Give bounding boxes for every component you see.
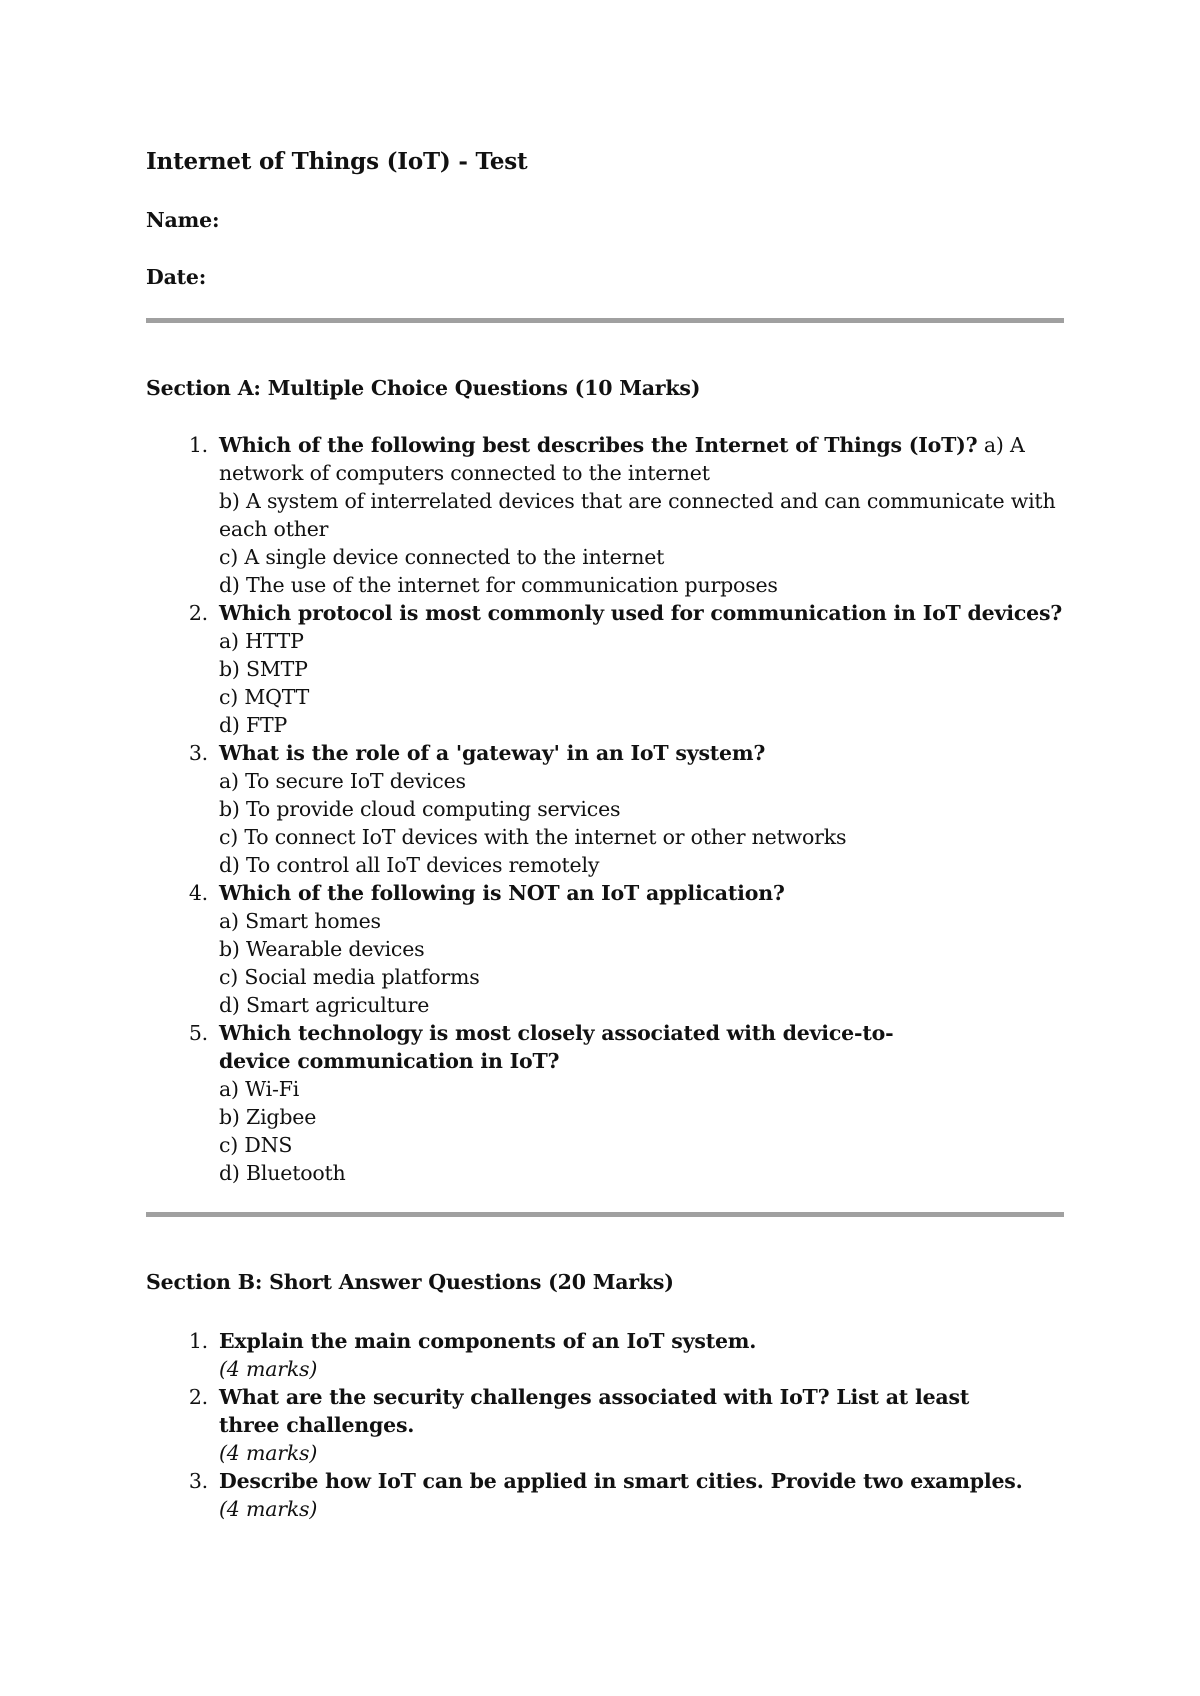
question-number: 1. xyxy=(188,433,208,457)
question-text: Which protocol is most commonly used for communication in IoT devices? xyxy=(219,601,1063,625)
short-answer-question-1 xyxy=(146,1327,1064,1383)
option-b: b) Wearable devices xyxy=(219,937,425,961)
mcq-question-4 xyxy=(146,879,1064,1019)
divider-top xyxy=(146,318,1064,323)
question-text: Describe how IoT can be applied in smart cities. Provide two examples. xyxy=(219,1469,1023,1493)
option-b: b) A system of interrelated devices that are connected and can communicate with each other xyxy=(219,489,1056,541)
option-a: a) A network of computers connected to the internet xyxy=(219,433,1025,485)
question-number: 2. xyxy=(188,601,208,625)
mcq-question-1 xyxy=(146,431,1064,599)
option-c: c) DNS xyxy=(219,1133,293,1157)
question-text: What are the security challenges associated with IoT? List at least three challenges. xyxy=(219,1385,970,1437)
section-a-question-list xyxy=(146,431,1064,1187)
section-b-title: Section B: Short Answer Questions (20 Marks) xyxy=(146,1270,674,1294)
mcq-question-3 xyxy=(146,739,1064,879)
question-text: Explain the main components of an IoT system. xyxy=(219,1329,757,1353)
marks-label: (4 marks) xyxy=(219,1441,318,1465)
option-c: c) Social media platforms xyxy=(219,965,480,989)
option-d: d) The use of the internet for communication purposes xyxy=(219,573,778,597)
name-label: Name: xyxy=(146,208,220,232)
date-label: Date: xyxy=(146,265,207,289)
option-a: a) HTTP xyxy=(219,629,304,653)
option-b: b) SMTP xyxy=(219,657,308,681)
question-text: What is the role of a 'gateway' in an IoT system? xyxy=(219,741,766,765)
marks-label: (4 marks) xyxy=(219,1497,318,1521)
question-number: 5. xyxy=(188,1021,208,1045)
question-number: 3. xyxy=(188,1469,208,1493)
question-text: Which technology is most closely associated with device-to-device communication in IoT? xyxy=(219,1021,894,1073)
divider-middle xyxy=(146,1212,1064,1217)
short-answer-question-3 xyxy=(146,1467,1064,1523)
short-answer-question-2 xyxy=(146,1383,1064,1467)
question-text: Which of the following best describes the Internet of Things (IoT)? xyxy=(219,433,978,457)
option-a: a) To secure IoT devices xyxy=(219,769,466,793)
section-b-question-list xyxy=(146,1327,1064,1523)
question-number: 3. xyxy=(188,741,208,765)
option-d: d) Smart agriculture xyxy=(219,993,430,1017)
option-c: c) To connect IoT devices with the internet or other networks xyxy=(219,825,847,849)
option-c: c) A single device connected to the internet xyxy=(219,545,665,569)
question-number: 2. xyxy=(188,1385,208,1409)
option-a: a) Wi-Fi xyxy=(219,1077,300,1101)
question-text: Which of the following is NOT an IoT application? xyxy=(219,881,785,905)
question-number: 1. xyxy=(188,1329,208,1353)
mcq-question-5 xyxy=(146,1019,1064,1187)
option-b: b) To provide cloud computing services xyxy=(219,797,621,821)
option-a: a) Smart homes xyxy=(219,909,381,933)
mcq-question-2 xyxy=(146,599,1064,739)
section-a-title: Section A: Multiple Choice Questions (10 Marks) xyxy=(146,376,701,400)
option-b: b) Zigbee xyxy=(219,1105,317,1129)
option-d: d) Bluetooth xyxy=(219,1161,346,1185)
option-d: d) To control all IoT devices remotely xyxy=(219,853,600,877)
question-number: 4. xyxy=(188,881,208,905)
marks-label: (4 marks) xyxy=(219,1357,318,1381)
document-title: Internet of Things (IoT) - Test xyxy=(146,148,528,175)
option-d: d) FTP xyxy=(219,713,288,737)
option-c: c) MQTT xyxy=(219,685,310,709)
